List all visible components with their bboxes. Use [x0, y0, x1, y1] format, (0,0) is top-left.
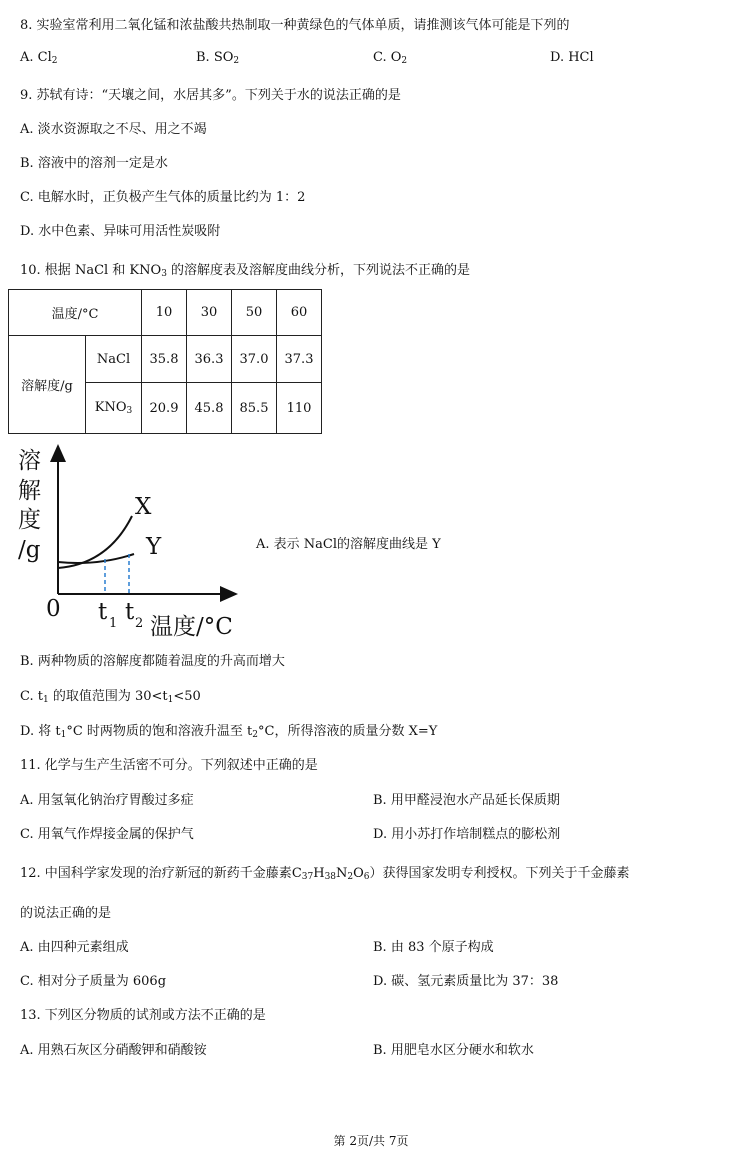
xlabel: 温度/°C: [150, 614, 233, 639]
q10-option-b: B. 两种物质的溶解度都随着温度的升高而增大: [20, 654, 285, 669]
q9-stem: 9. 苏轼有诗：“天壤之间，水居其多”。下列关于水的说法正确的是: [20, 88, 401, 103]
table-cell: 20.9: [142, 383, 187, 434]
q11-option-b: B. 用甲醛浸泡水产品延长保质期: [373, 793, 560, 808]
q8-option-d: D. HCl: [550, 50, 594, 65]
q10-stem: 10. 根据 NaCl 和 $KNO_3$ 的溶解度表及溶解度曲线分析，下列说法不正确的是: [20, 263, 471, 279]
ylabel-char: /g: [18, 537, 41, 563]
q8-option-a: A. $Cl_2$: [20, 50, 58, 66]
table-temp-cell: 50: [232, 290, 277, 336]
table-cell: 85.5: [232, 383, 277, 434]
q12-option-d: D. 碳、氢元素质量比为 37：38: [373, 974, 559, 989]
table-cell: 35.8: [142, 336, 187, 383]
q12-option-a: A. 由四种元素组成: [20, 940, 129, 955]
table-header-temp-label: 温度/°C: [9, 290, 142, 336]
q13-option-a: A. 用熟石灰区分硝酸钾和硝酸铵: [20, 1043, 207, 1058]
curve-y: [58, 554, 134, 563]
table-cell: 36.3: [187, 336, 232, 383]
table-cell: 45.8: [187, 383, 232, 434]
q8-stem: 8. 实验室常利用二氧化锰和浓盐酸共热制取一种黄绿色的气体单质，请推测该气体可能是下列的: [20, 18, 570, 33]
t2-subscript: 2: [135, 616, 144, 631]
q12-stem-line2: 的说法正确的是: [20, 906, 112, 921]
table-row-name-kno3: $KNO_3$: [86, 383, 142, 434]
solubility-table: [8, 289, 322, 434]
q9-option-b: B. 溶液中的溶剂一定是水: [20, 156, 168, 171]
table-temp-cell: 10: [142, 290, 187, 336]
ylabel-char: 解: [18, 478, 41, 504]
ylabel-char: 度: [18, 507, 41, 533]
t1-label: t: [98, 599, 108, 625]
q13-stem: 13. 下列区分物质的试剂或方法不正确的是: [20, 1008, 266, 1023]
ylabel-char: 溶: [18, 448, 41, 474]
q10-option-a: A. 表示 NaCl的溶解度曲线是 Y: [256, 537, 441, 552]
q9-option-c: C. 电解水时，正负极产生气体的质量比约为 1：2: [20, 190, 306, 205]
curve-x: [58, 516, 132, 568]
table-row-name-nacl: NaCl: [86, 336, 142, 383]
solubility-graph: [8, 444, 240, 639]
q11-option-c: C. 用氧气作焊接金属的保护气: [20, 827, 194, 842]
table-temp-cell: 30: [187, 290, 232, 336]
q8-option-b: B. $SO_2$: [196, 50, 240, 66]
t1-subscript: 1: [109, 616, 118, 631]
q12-option-c: C. 相对分子质量为 606g: [20, 974, 167, 989]
q10-option-c: C. $t_1$ 的取值范围为 $30<t_1<50$: [20, 689, 201, 705]
q12-stem: 12. 中国科学家发现的治疗新冠的新药千金藤素$C_{37}H_{38}N_2O_6$）获得国家发明专利授权。下列关于千金藤素: [20, 866, 630, 882]
q11-option-a: A. 用氢氧化钠治疗胃酸过多症: [20, 793, 194, 808]
t2-label: t: [125, 599, 135, 625]
table-cell: 37.3: [277, 336, 322, 383]
origin-label: 0: [46, 596, 61, 622]
table-cell: 110: [277, 383, 322, 434]
q11-option-d: D. 用小苏打作培制糕点的膨松剂: [373, 827, 561, 842]
curve-x-label: X: [135, 494, 152, 520]
page-footer: 第 2页/共 7页: [333, 1134, 409, 1148]
curve-y-label: Y: [146, 534, 162, 560]
q9-option-a: A. 淡水资源取之不尽、用之不竭: [20, 122, 207, 137]
q10-option-d: D. 将 $t_1^\circ C$ 时两物质的饱和溶液升温至 $t_2^\circ C$，所得溶液的质量分数 X=Y: [20, 724, 438, 740]
table-temp-cell: 60: [277, 290, 322, 336]
table-row-group-label: 溶解度/g: [9, 336, 86, 434]
q12-formula: $C_{37}H_{38}N_2O_6$: [291, 866, 370, 882]
q8-option-c: C. $O_2$: [373, 50, 408, 66]
q13-option-b: B. 用肥皂水区分硬水和软水: [373, 1043, 534, 1058]
table-cell: 37.0: [232, 336, 277, 383]
q9-option-d: D. 水中色素、异味可用活性炭吸附: [20, 224, 221, 239]
q12-option-b: B. 由 83 个原子构成: [373, 940, 494, 955]
q11-stem: 11. 化学与生产生活密不可分。下列叙述中正确的是: [20, 758, 318, 773]
